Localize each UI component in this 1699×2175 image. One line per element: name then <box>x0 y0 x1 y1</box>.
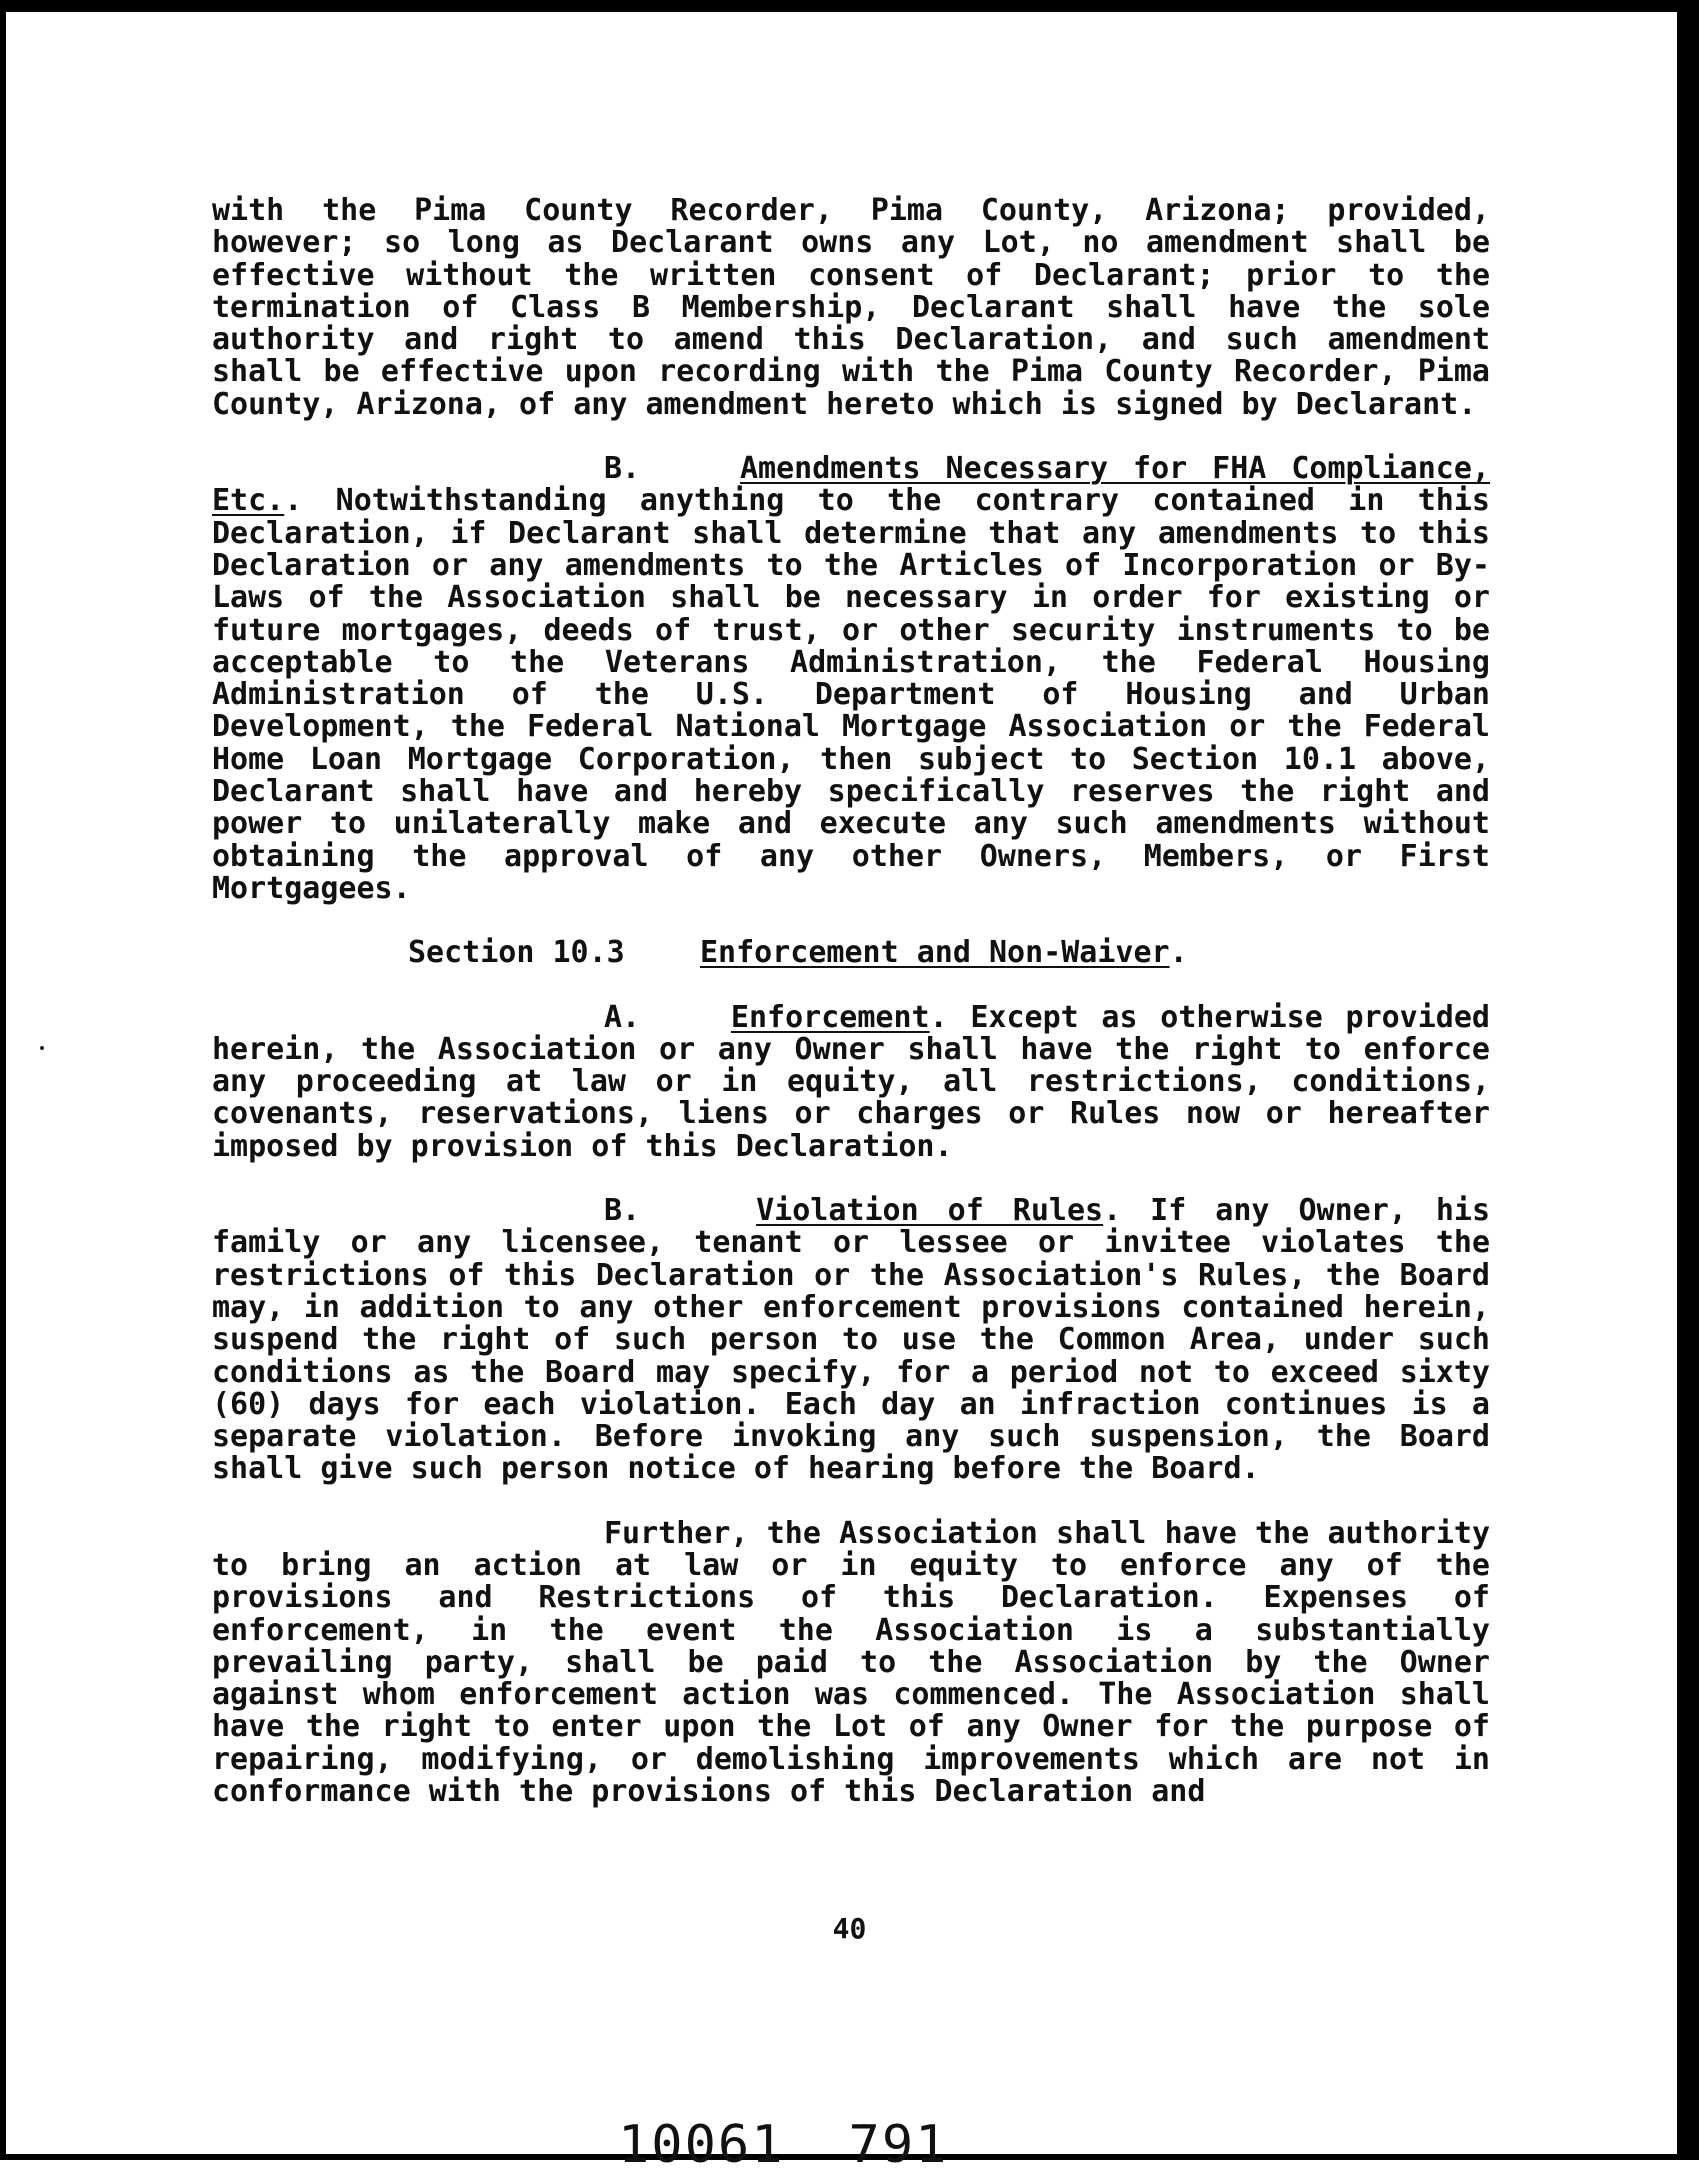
subsection-a-enforcement <box>212 999 1490 1164</box>
section-number: Section 10.3 <box>408 935 625 971</box>
subsection-heading: Enforcement <box>730 999 930 1035</box>
section-title: Enforcement and Non-Waiver <box>700 935 1170 971</box>
stamp-page: 791 <box>848 2115 949 2175</box>
section-heading <box>212 937 1490 969</box>
subsection-b-amendments <box>212 453 1490 905</box>
document-page <box>212 195 1490 1840</box>
subsection-heading: Violation of Rules <box>756 1193 1104 1229</box>
stamp-docket: 10061 <box>618 2115 785 2175</box>
subsection-body: . Notwithstanding anything to the contrary contained in this Declaration, if Declarant shall determine that any amendments to this Declaration or any amendments to the Articles of Incorporation or By-Laws of the Association shall be necessary in order for existing or future mortgages, deeds of trust, or other security instruments to be acceptable to the Veterans Administration, the Federal Housing Administration of the U.S. Department of Housing and Urban Development, the Federal National Mortgage Association or the Federal Home Loan Mortgage Corporation, then subject to Section 10.1 above, Declarant shall have and hereby specifically reserves the right and power to unilaterally make and execute any such amendments without obtaining the approval of any other Owners, Members, or First Mortgagees. <box>212 483 1490 906</box>
scan-speck <box>40 1046 44 1050</box>
subsection-letter: B. <box>604 1193 641 1229</box>
subsection-heading: Amendments Necessary for FHA Compliance, Etc. <box>212 451 1490 519</box>
recording-stamp <box>618 2115 948 2175</box>
subsection-body: . Except as otherwise provided herein, the Association or any Owner shall have the right to enforce any proceeding at law or in equity, all restrictions, conditions, covenants, reservations, liens or charges or Rules now or hereafter imposed by provision of this Declaration. <box>212 999 1490 1164</box>
further-paragraph <box>212 1515 1490 1810</box>
section-title-suffix: . <box>1169 935 1188 971</box>
subsection-b-violation <box>212 1195 1490 1486</box>
subsection-body: . If any Owner, his family or any licensee, tenant or lessee or invitee violates the restrictions of this Declaration or the Association's Rules, the Board may, in addition to any other enforcement provisions contained herein, suspend the right of such person to use the Common Area, under such conditions as the Board may specify, for a period not to exceed sixty (60) days for each violation. Each day an infraction continues is a separate violation. Before invoking any such suspension, the Board shall give such person notice of hearing before the Board. <box>212 1193 1491 1487</box>
subsection-letter: A. <box>604 999 641 1035</box>
page-number: 40 <box>832 1912 867 1945</box>
intro-paragraph: with the Pima County Recorder, Pima County, Arizona; provided, however; so long as Declarant owns any Lot, no amendment shall be effective without the written consent of Declarant; prior to the termination of Class B Membership, Declarant shall have the sole authority and right to amend this Declaration, and such amendment shall be effective upon recording with the Pima County Recorder, Pima County, Arizona, of any amendment hereto which is signed by Declarant. <box>212 193 1490 422</box>
further-paragraph-text: Further, the Association shall have the authority to bring an action at law or in equity to enforce any of the provisions and Restrictions of this Declaration. Expenses of enforcement, in the event the Association is a substantially prevailing party, shall be paid to the Association by the Owner against whom enforcement action was commenced. The Association shall have the right to enter upon the Lot of any Owner for the purpose of repairing, modifying, or demolishing improvements which are not in conformance with the provisions of this Declaration and <box>212 1515 1490 1810</box>
subsection-letter: B. <box>604 451 641 487</box>
